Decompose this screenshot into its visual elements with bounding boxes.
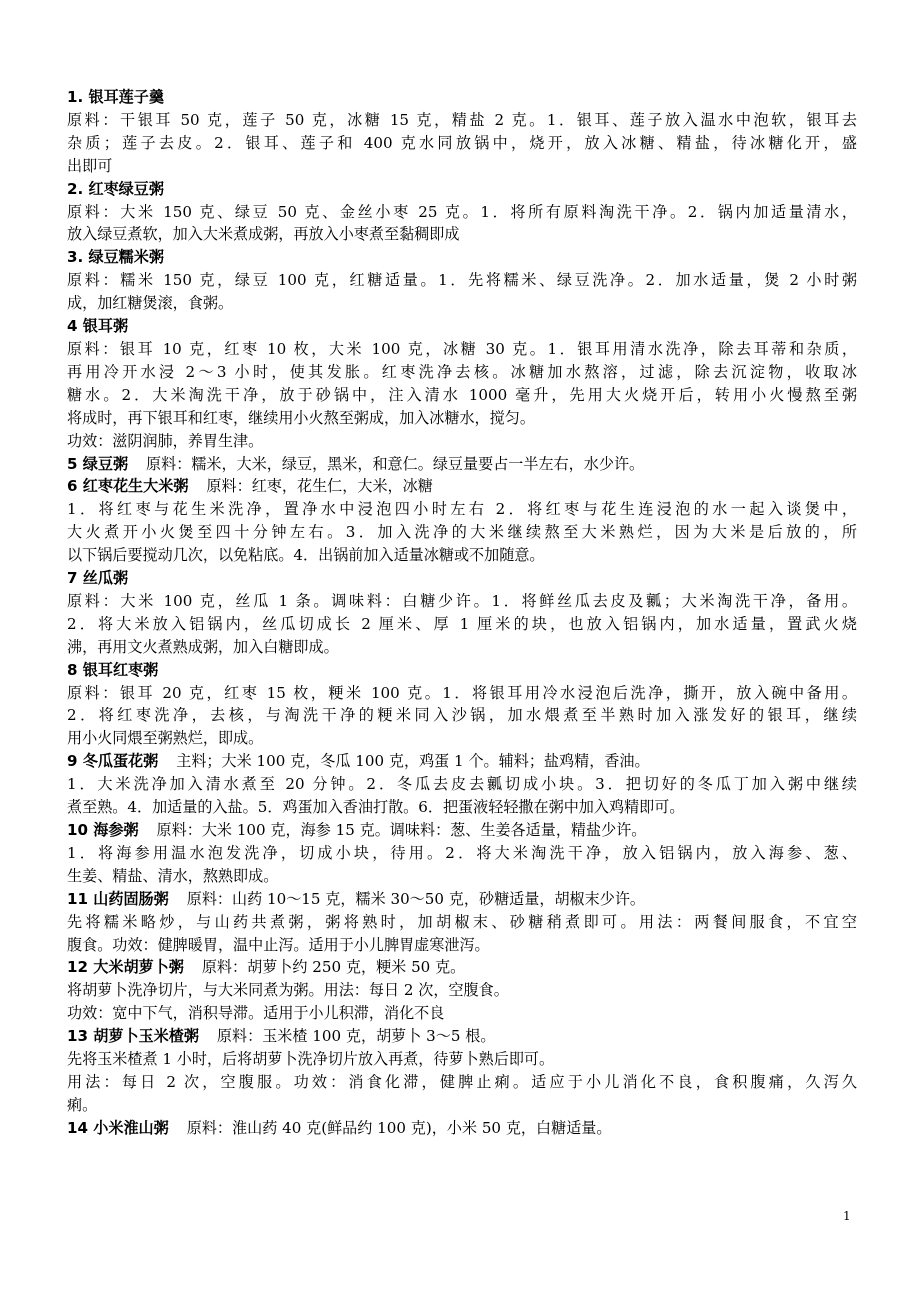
line-text: 主料；大米 100 克，冬瓜 100 克，鸡蛋 1 个。辅料；盐鸡精，香油。	[176, 752, 650, 771]
recipe-title: 5 绿豆粥	[67, 454, 129, 473]
line-text: 2．将大米放入铝锅内，丝瓜切成长 2 厘米、厚 1 厘米的块，也放入铝锅内，加水适量，置武火烧	[67, 614, 857, 633]
line-text: 以下锅后要搅动几次，以免粘底。4．出锅前加入适量冰糖或不加随意。	[67, 546, 545, 565]
line-text: 1．大米洗净加入清水煮至 20 分钟。2．冬瓜去皮去瓤切成小块。3．把切好的冬瓜丁加入粥中继续	[67, 775, 857, 794]
line-text: 原料：糯米 150 克，绿豆 100 克，红糖适量。1．先将糯米、绿豆洗净。2．加水适量，煲 2 小时粥	[67, 271, 857, 290]
recipe-title: 6 红枣花生大米粥	[67, 477, 189, 496]
body-text-line	[67, 796, 857, 819]
line-text: 原料：糯米，大米，绿豆，黑米，和意仁。绿豆量要占一半左右，水少许。	[146, 454, 645, 473]
line-text: 用小火同煨至粥熟烂，即成。	[67, 729, 264, 748]
line-text: 1．将海参用温水泡发洗净，切成小块，待用。2．将大米淘洗干净，放入铝锅内，放入海参、葱、	[67, 843, 857, 862]
recipe-title: 1. 银耳莲子羹	[67, 88, 164, 106]
line-text: 原料：银耳 10 克，红枣 10 枚，大米 100 克，冰糖 30 克。1．银耳用清水洗净，除去耳蒂和杂质，	[67, 339, 857, 358]
recipe-heading-line	[67, 1117, 857, 1140]
line-text: 功效：宽中下气，消积导滞。适用于小儿积滞，消化不良	[67, 1004, 445, 1023]
body-text-line	[67, 361, 857, 384]
body-text-line	[67, 773, 857, 796]
recipe-title: 13 胡萝卜玉米楂粥	[67, 1027, 199, 1046]
body-text-line	[67, 1002, 857, 1025]
recipe-heading-line	[67, 315, 857, 338]
body-text-line	[67, 109, 857, 132]
body-text-line	[67, 613, 857, 636]
line-text: 腹食。功效：健脾暖胃，温中止泻。适用于小儿脾胃虚寒泄泻。	[67, 935, 490, 954]
recipe-heading-line	[67, 178, 857, 201]
body-text-line	[67, 338, 857, 361]
line-text: 用法：每日 2 次，空腹服。功效：消食化滞，健脾止痢。适应于小儿消化不良，食积腹痛，久泻久	[67, 1072, 857, 1091]
body-text-line	[67, 544, 857, 567]
body-text-line	[67, 292, 857, 315]
line-text: 放入绿豆煮软，加入大米煮成粥，再放入小枣煮至黏稠即成	[67, 225, 460, 244]
line-text: 原料：山药 10～15 克，糯米 30～50 克，砂糖适量，胡椒末少许。	[186, 889, 646, 908]
body-text-line	[67, 1071, 857, 1094]
line-text: 先将糯米略炒，与山药共煮粥，粥将熟时，加胡椒末、砂糖稍煮即可。用法：两餐间服食，不宜空	[67, 912, 857, 931]
body-text-line	[67, 842, 857, 865]
recipe-title: 11 山药固肠粥	[67, 889, 169, 908]
line-text: 原料：红枣，花生仁，大米，冰糖	[206, 477, 433, 496]
line-text: 原料：玉米楂 100 克，胡萝卜 3～5 根。	[216, 1027, 496, 1046]
line-text: 再用冷开水浸 2～3 小时，使其发胀。红枣洗净去核。冰糖加水熬溶，过滤，除去沉淀物，收取冰	[67, 362, 857, 381]
line-text: 原料：大米 100 克，海参 15 克。调味料：葱、生姜各适量，精盐少许。	[156, 821, 647, 839]
recipe-title: 14 小米淮山粥	[67, 1118, 169, 1137]
body-text-line	[67, 682, 857, 705]
line-text: 原料：淮山药 40 克(鲜品约 100 克)，小米 50 克，白糖适量。	[186, 1118, 612, 1137]
body-text-line	[67, 1048, 857, 1071]
line-text: 原料：银耳 20 克，红枣 15 枚，粳米 100 克。1．将银耳用冷水浸泡后洗净，撕开，放入碗中备用。	[67, 683, 857, 702]
body-text-line	[67, 269, 857, 292]
body-text-line	[67, 704, 857, 727]
recipe-heading-line	[67, 453, 857, 476]
recipe-heading-line	[67, 750, 857, 773]
recipe-heading-line	[67, 475, 857, 498]
recipe-title: 8 银耳红枣粥	[67, 660, 159, 679]
body-text-line	[67, 155, 857, 178]
recipe-title: 10 海参粥	[67, 821, 139, 839]
line-text: 功效：滋阴润肺，养胃生津。	[67, 431, 264, 450]
recipe-heading-line	[67, 888, 857, 911]
recipe-heading-line	[67, 86, 857, 109]
recipe-title: 9 冬瓜蛋花粥	[67, 752, 159, 771]
body-text-line	[67, 521, 857, 544]
line-text: 将胡萝卜洗净切片，与大米同煮为粥。用法：每日 2 次，空腹食。	[67, 981, 509, 1000]
body-text-line	[67, 727, 857, 750]
line-text: 2．将红枣洗净，去核，与淘洗干净的粳米同入沙锅，加水煨煮至半熟时加入涨发好的银耳，继续	[67, 706, 857, 725]
line-text: 痢。	[67, 1095, 98, 1114]
body-text-line	[67, 865, 857, 888]
body-text-line	[67, 384, 857, 407]
recipe-heading-line	[67, 819, 857, 842]
line-text: 原料：胡萝卜约 250 克，粳米 50 克。	[201, 958, 466, 977]
line-text: 将成时，再下银耳和红枣，继续用小火熬至粥成，加入冰糖水，搅匀。	[67, 408, 535, 427]
body-text-line	[67, 934, 857, 957]
body-text-line	[67, 223, 857, 246]
line-text: 成，加红糖煲滚，食粥。	[67, 294, 234, 313]
line-text: 原料：大米 150 克、绿豆 50 克、金丝小枣 25 克。1．将所有原料淘洗干净。2．锅内加适量清水，	[67, 202, 857, 221]
line-text: 沸，再用文火煮熟成粥，加入白糖即成。	[67, 637, 339, 656]
body-text-line	[67, 132, 857, 155]
line-text: 杂质；莲子去皮。2．银耳、莲子和 400 克水同放锅中，烧开，放入冰糖、精盐，待冰糖化开，盛	[67, 133, 857, 152]
body-text-line	[67, 1094, 857, 1117]
body-text-line	[67, 407, 857, 430]
line-text: 生姜、精盐、清水，熬熟即成。	[67, 866, 279, 885]
recipe-heading-line	[67, 956, 857, 979]
body-text-line	[67, 636, 857, 659]
body-text-line	[67, 979, 857, 1002]
recipe-title: 4 银耳粥	[67, 317, 129, 336]
body-text-line	[67, 430, 857, 453]
line-text: 煮至熟。4．加适量的入盐。5．鸡蛋加入香油打散。6．把蛋液轻轻撒在粥中加入鸡精即可。	[67, 798, 685, 817]
line-text: 出即可	[67, 156, 113, 175]
line-text: 先将玉米楂煮 1 小时，后将胡萝卜洗净切片放入再煮，待萝卜熟后即可。	[67, 1050, 555, 1069]
line-text: 原料：干银耳 50 克，莲子 50 克，冰糖 15 克，精盐 2 克。1．银耳、莲子放入温水中泡软，银耳去	[67, 110, 857, 129]
recipe-heading-line	[67, 567, 857, 590]
document-body	[67, 86, 857, 1140]
recipe-title: 2. 红枣绿豆粥	[67, 179, 164, 198]
line-text: 糖水。2．大米淘洗干净，放于砂锅中，注入清水 1000 毫升，先用大火烧开后，转用小火慢熬至粥	[67, 385, 857, 404]
recipe-heading-line	[67, 659, 857, 682]
body-text-line	[67, 911, 857, 934]
body-text-line	[67, 498, 857, 521]
line-text: 1．将红枣与花生米洗净，置净水中浸泡四小时左右 2．将红枣与花生连浸泡的水一起入谈煲中，	[67, 500, 857, 519]
recipe-title: 7 丝瓜粥	[67, 569, 129, 588]
body-text-line	[67, 201, 857, 224]
recipe-title: 12 大米胡萝卜粥	[67, 958, 184, 977]
recipe-title: 3. 绿豆糯米粥	[67, 248, 164, 267]
line-text: 原料：大米 100 克，丝瓜 1 条。调味料：白糖少许。1．将鲜丝瓜去皮及瓤；大米淘洗干净，备用。	[67, 591, 857, 610]
recipe-heading-line	[67, 1025, 857, 1048]
line-text: 大火煮开小火煲至四十分钟左右。3．加入洗净的大米继续熬至大米熟烂，因为大米是后放的，所	[67, 523, 857, 542]
recipe-heading-line	[67, 246, 857, 269]
page-number: 1	[843, 1209, 851, 1223]
body-text-line	[67, 590, 857, 613]
